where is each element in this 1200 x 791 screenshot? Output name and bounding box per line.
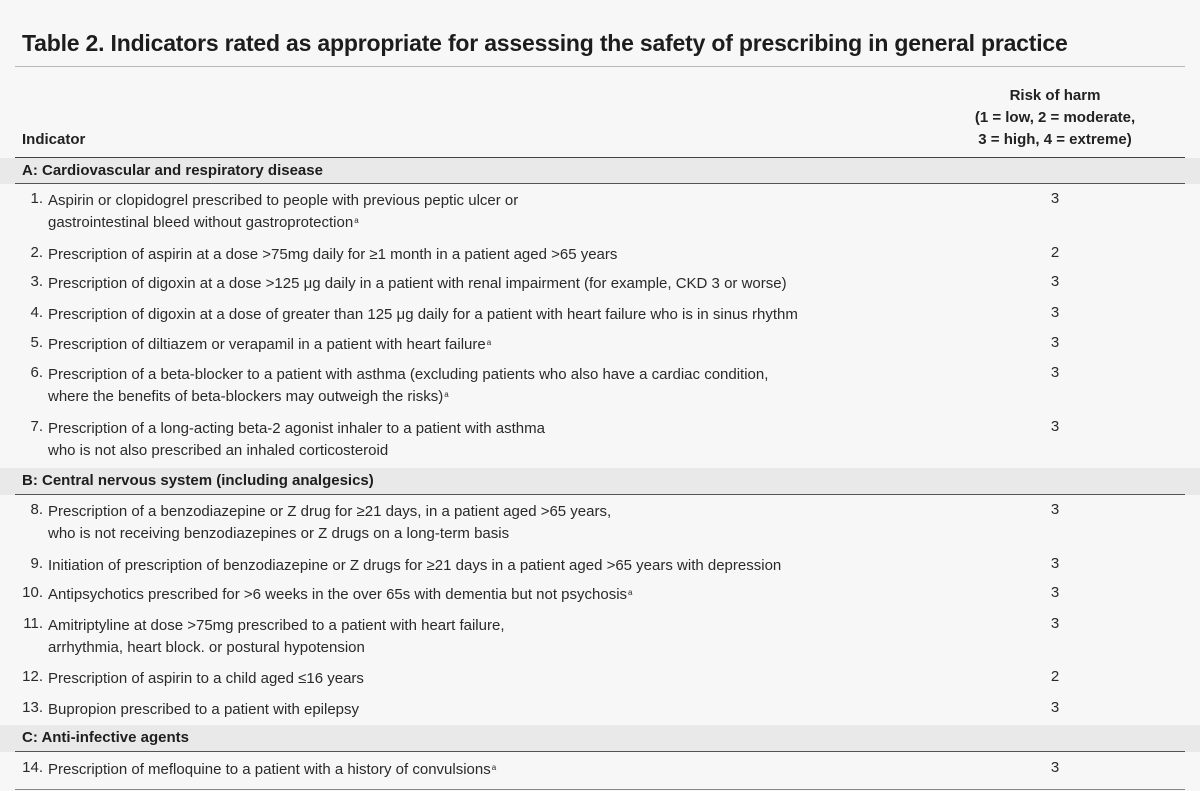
row-number: 10. xyxy=(22,584,43,601)
risk-value: 3 xyxy=(1050,759,1060,776)
table-row xyxy=(0,615,1200,656)
risk-value: 3 xyxy=(1050,699,1060,716)
row-number: 7. xyxy=(30,418,43,435)
row-number: 9. xyxy=(30,555,43,572)
row-number: 13. xyxy=(22,699,43,716)
table-row xyxy=(0,364,1200,405)
indicator-column-header: Indicator xyxy=(22,131,86,148)
indicator-text xyxy=(48,759,496,781)
indicator-line xyxy=(48,364,768,386)
indicator-text xyxy=(48,190,518,234)
title-rule xyxy=(15,66,1185,67)
risk-value: 3 xyxy=(1050,501,1060,518)
indicator-line xyxy=(48,668,364,690)
footnote-marker: a xyxy=(628,588,633,597)
indicator-line-text: Prescription of a long-acting beta-2 agonist inhaler to a patient with asthma xyxy=(48,420,545,437)
table-row xyxy=(0,759,1200,783)
indicator-text xyxy=(48,273,787,295)
section-rule xyxy=(15,751,1185,752)
indicator-text xyxy=(48,334,491,356)
section-label: A: Cardiovascular and respiratory disease xyxy=(22,162,323,179)
indicator-text xyxy=(48,364,768,408)
indicator-text xyxy=(48,501,611,545)
indicator-line-text: Bupropion prescribed to a patient with epilepsy xyxy=(48,701,360,718)
indicator-line xyxy=(48,523,611,545)
row-number: 2. xyxy=(30,244,43,261)
indicator-line xyxy=(48,440,545,462)
section-header-row xyxy=(0,725,1200,752)
indicator-text xyxy=(48,668,364,690)
section-label: B: Central nervous system (including analgesics) xyxy=(22,472,374,489)
indicator-line-text: who is not receiving benzodiazepines or Z drugs on a long-term basis xyxy=(48,525,510,542)
table-row xyxy=(0,699,1200,723)
indicator-line xyxy=(48,584,633,606)
indicator-line-text: Amitriptyline at dose >75mg prescribed to a patient with heart failure, xyxy=(48,617,505,634)
indicator-line-text: gastrointestinal bleed without gastroprotection xyxy=(48,214,354,231)
indicator-line-text: Prescription of aspirin to a child aged ≤16 years xyxy=(48,670,364,687)
row-number: 8. xyxy=(30,501,43,518)
risk-value: 3 xyxy=(1050,364,1060,381)
risk-value: 3 xyxy=(1050,304,1060,321)
risk-value: 3 xyxy=(1050,190,1060,207)
indicator-line xyxy=(48,637,505,659)
indicator-line-text: arrhythmia, heart block. or postural hypotension xyxy=(48,639,365,656)
risk-value: 3 xyxy=(1050,334,1060,351)
row-number: 4. xyxy=(30,304,43,321)
indicator-line-text: Prescription of aspirin at a dose >75mg daily for ≥1 month in a patient aged >65 years xyxy=(48,246,618,263)
indicator-line xyxy=(48,304,798,326)
indicator-text xyxy=(48,584,633,606)
risk-column-header xyxy=(930,85,1180,151)
indicator-line-text: Aspirin or clopidogrel prescribed to people with previous peptic ulcer or xyxy=(48,192,519,209)
section-rule xyxy=(15,183,1185,184)
table-row xyxy=(0,668,1200,692)
indicator-line xyxy=(48,273,787,295)
indicator-line-text: Initiation of prescription of benzodiazepine or Z drugs for ≥21 days in a patient aged >65 years with depression xyxy=(48,557,782,574)
indicator-text xyxy=(48,699,359,721)
footnote-marker: a xyxy=(486,338,492,347)
row-number: 14. xyxy=(22,759,43,776)
section-rule xyxy=(15,494,1185,495)
indicator-line xyxy=(48,615,505,637)
risk-value: 2 xyxy=(1050,244,1060,261)
footnote-marker: a xyxy=(354,216,359,225)
table-row xyxy=(0,418,1200,459)
table-row xyxy=(0,501,1200,542)
row-number: 12. xyxy=(22,668,43,685)
indicator-line xyxy=(48,190,518,212)
indicator-text xyxy=(48,304,798,326)
indicator-line xyxy=(48,212,518,234)
indicator-line-text: who is not also prescribed an inhaled corticosteroid xyxy=(48,442,389,459)
indicator-line xyxy=(48,555,781,577)
indicator-text xyxy=(48,615,505,659)
section-header-row xyxy=(0,158,1200,184)
risk-value: 3 xyxy=(1050,273,1060,290)
table-row xyxy=(0,555,1200,579)
footnote-marker: a xyxy=(444,390,449,399)
table-title: Table 2. Indicators rated as appropriate for assessing the safety of prescribing in general practice xyxy=(22,30,1068,56)
table-row xyxy=(0,304,1200,328)
indicator-text xyxy=(48,555,781,577)
table-row xyxy=(0,584,1200,608)
row-number: 5. xyxy=(30,334,43,351)
indicator-line-text: Prescription of mefloquine to a patient with a history of convulsions xyxy=(48,761,491,778)
indicator-line-text: Prescription of a benzodiazepine or Z drug for ≥21 days, in a patient aged >65 years, xyxy=(48,503,612,520)
indicator-line xyxy=(48,699,359,721)
table-row xyxy=(0,190,1200,231)
risk-header-line: Risk of harm xyxy=(1009,87,1101,104)
row-number: 11. xyxy=(23,615,43,632)
indicator-line xyxy=(48,759,496,781)
risk-value: 3 xyxy=(1050,615,1060,632)
risk-value: 3 xyxy=(1050,584,1060,601)
row-number: 3. xyxy=(30,273,43,290)
table-row xyxy=(0,244,1200,268)
section-label: C: Anti-infective agents xyxy=(22,729,189,746)
risk-header-line: 3 = high, 4 = extreme) xyxy=(978,131,1132,148)
footnote-marker: a xyxy=(491,763,497,772)
section-header-row xyxy=(0,468,1200,495)
bottom-rule xyxy=(15,789,1185,790)
table-row xyxy=(0,334,1200,358)
indicator-line-text: Prescription of diltiazem or verapamil in a patient with heart failure xyxy=(48,336,486,353)
row-number: 1. xyxy=(30,190,43,207)
indicator-text xyxy=(48,244,617,266)
row-number: 6. xyxy=(30,364,43,381)
risk-value: 3 xyxy=(1050,555,1060,572)
table-row xyxy=(0,273,1200,297)
indicator-line-text: Antipsychotics prescribed for >6 weeks in the over 65s with dementia but not psychosis xyxy=(48,586,628,603)
indicator-line-text: Prescription of a beta-blocker to a patient with asthma (excluding patients who also have a cardiac condition, xyxy=(48,366,769,383)
indicator-line-text: Prescription of digoxin at a dose >125 μg daily in a patient with renal impairment (for example, CKD 3 or worse) xyxy=(48,275,787,292)
indicator-line xyxy=(48,334,491,356)
indicator-line xyxy=(48,386,768,408)
indicator-line xyxy=(48,501,611,523)
risk-header-line: (1 = low, 2 = moderate, xyxy=(974,109,1136,126)
indicator-line-text: Prescription of digoxin at a dose of greater than 125 μg daily for a patient with heart failure who is in sinus rhythm xyxy=(48,306,798,323)
indicator-line xyxy=(48,244,617,266)
indicator-line-text: where the benefits of beta-blockers may outweigh the risks) xyxy=(48,388,444,405)
risk-value: 2 xyxy=(1050,668,1060,685)
indicator-line xyxy=(48,418,545,440)
indicator-text xyxy=(48,418,545,462)
risk-value: 3 xyxy=(1050,418,1060,435)
